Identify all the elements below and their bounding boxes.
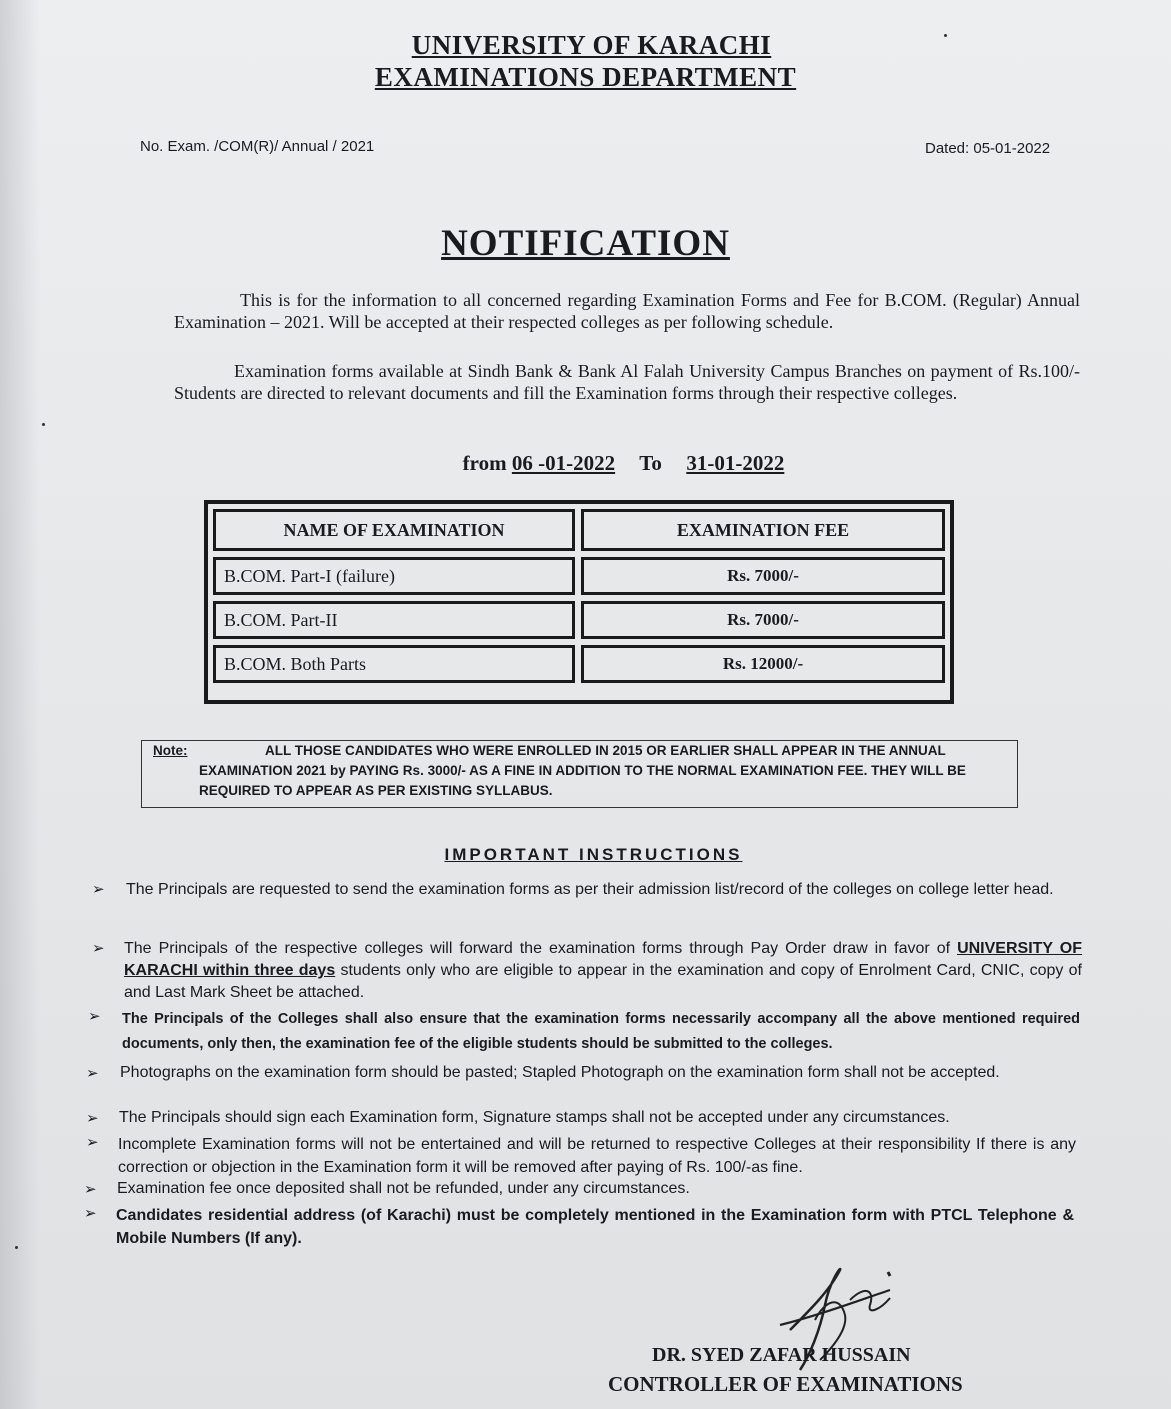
from-date: 06 -01-2022: [511, 451, 616, 475]
speck: [42, 423, 45, 426]
table-row: [213, 557, 945, 595]
signatory-name: DR. SYED ZAFAR HUSSAIN: [652, 1344, 911, 1366]
bullet-arrow-icon: ➢: [92, 940, 105, 957]
university-name: UNIVERSITY OF KARACHI: [411, 30, 772, 60]
instruction-emphasis: UNIVERSITY OF KARACHI within three days: [124, 940, 1083, 979]
fee-table: [204, 500, 954, 704]
instruction-item: Examination fee once deposited shall not be refunded, under any circumstances.: [117, 1180, 690, 1197]
note-label: Note:: [153, 743, 188, 758]
bullet-arrow-icon: ➢: [86, 1110, 99, 1127]
bullet-arrow-icon: ➢: [86, 1065, 99, 1082]
table-row: [213, 645, 945, 683]
date-line: Dated: 05-01-2022: [925, 140, 1051, 157]
intro-paragraph: This is for the information to all concerned regarding Examination Forms and Fee for B.COM. (Regular) Annual Examination – 2021. Will be accepted at their respected colleges as per following schedule.: [174, 290, 1080, 332]
to-label: To: [639, 451, 662, 475]
signatory-designation: CONTROLLER OF EXAMINATIONS: [608, 1372, 963, 1396]
instruction-item: Photographs on the examination form should be pasted; Stapled Photograph on the examination form shall not be accepted.: [120, 1064, 1000, 1081]
table-header-row: [213, 509, 945, 551]
instruction-text: students only who are eligible to appear in the examination and copy of Enrolment Card, CNIC, copy of and Last Mark Sheet be attached.: [124, 962, 1082, 1001]
exam-fee-cell: Rs. 7000/-: [581, 557, 945, 595]
instruction-item: Candidates residential address (of Karachi) must be completely mentioned in the Examination form with PTCL Telephone & Mobile Numbers (If any).: [116, 1207, 1074, 1247]
column-header-fee: EXAMINATION FEE: [581, 509, 945, 551]
instruction-item: [124, 938, 1082, 1004]
bullet-arrow-icon: ➢: [84, 1181, 97, 1198]
reference-number: No. Exam. /COM(R)/ Annual / 2021: [140, 138, 375, 155]
column-header-name: NAME OF EXAMINATION: [213, 509, 575, 551]
exam-fee-cell: Rs. 7000/-: [581, 601, 945, 639]
instruction-item: The Principals should sign each Examination form, Signature stamps shall not be accepted under any circumstances.: [119, 1109, 950, 1126]
bullet-arrow-icon: ➢: [92, 881, 105, 898]
speck: [944, 34, 947, 37]
page-title: NOTIFICATION: [441, 223, 730, 264]
instruction-item: The Principals of the Colleges shall also ensure that the examination forms necessarily accompany all the above mentioned required documents, only then, the examination fee of the eligible students should be submitted to the colleges.: [122, 1011, 1080, 1052]
note-box: [141, 740, 1018, 808]
speck: [15, 1246, 18, 1249]
exam-fee-cell: Rs. 12000/-: [581, 645, 945, 683]
exam-name-cell: B.COM. Part-II: [213, 601, 575, 639]
bullet-arrow-icon: ➢: [84, 1205, 97, 1222]
instruction-item: The Principals are requested to send the examination forms as per their admission list/record of the colleges on college letter head.: [126, 881, 1054, 898]
note-text: ALL THOSE CANDIDATES WHO WERE ENROLLED IN 2015 OR EARLIER SHALL APPEAR IN THE ANNUAL EXAMINATION 2021 by PAYING Rs. 3000/- AS A FINE IN ADDITION TO THE NORMAL EXAMINATION FEE. THEY WILL BE REQUIRED TO APPEAR AS PER EXISTING SYLLABUS.: [199, 743, 966, 798]
schedule-dates: [0, 451, 1171, 476]
from-label: from: [462, 451, 507, 475]
instruction-item: Incomplete Examination forms will not be entertained and will be returned to respective Colleges at their responsibility If there is any correction or objection in the Examination form it will be removed after paying of Rs. 100/-as fine.: [118, 1136, 1076, 1176]
to-date: 31-01-2022: [686, 451, 785, 475]
table-row: [213, 601, 945, 639]
department-name: EXAMINATIONS DEPARTMENT: [374, 62, 797, 92]
exam-name-cell: B.COM. Both Parts: [213, 645, 575, 683]
exam-name-cell: B.COM. Part-I (failure): [213, 557, 575, 595]
bullet-arrow-icon: ➢: [88, 1008, 101, 1025]
instruction-text: The Principals of the respective colleges will forward the examination forms through Pay Order draw in favor of: [124, 940, 951, 957]
bullet-arrow-icon: ➢: [86, 1134, 99, 1151]
forms-paragraph: Examination forms available at Sindh Bank & Bank Al Falah University Campus Branches on payment of Rs.100/- Students are directed to relevant documents and fill the Examination forms through their respective colleges.: [174, 361, 1080, 403]
instructions-title: IMPORTANT INSTRUCTIONS: [444, 845, 743, 864]
